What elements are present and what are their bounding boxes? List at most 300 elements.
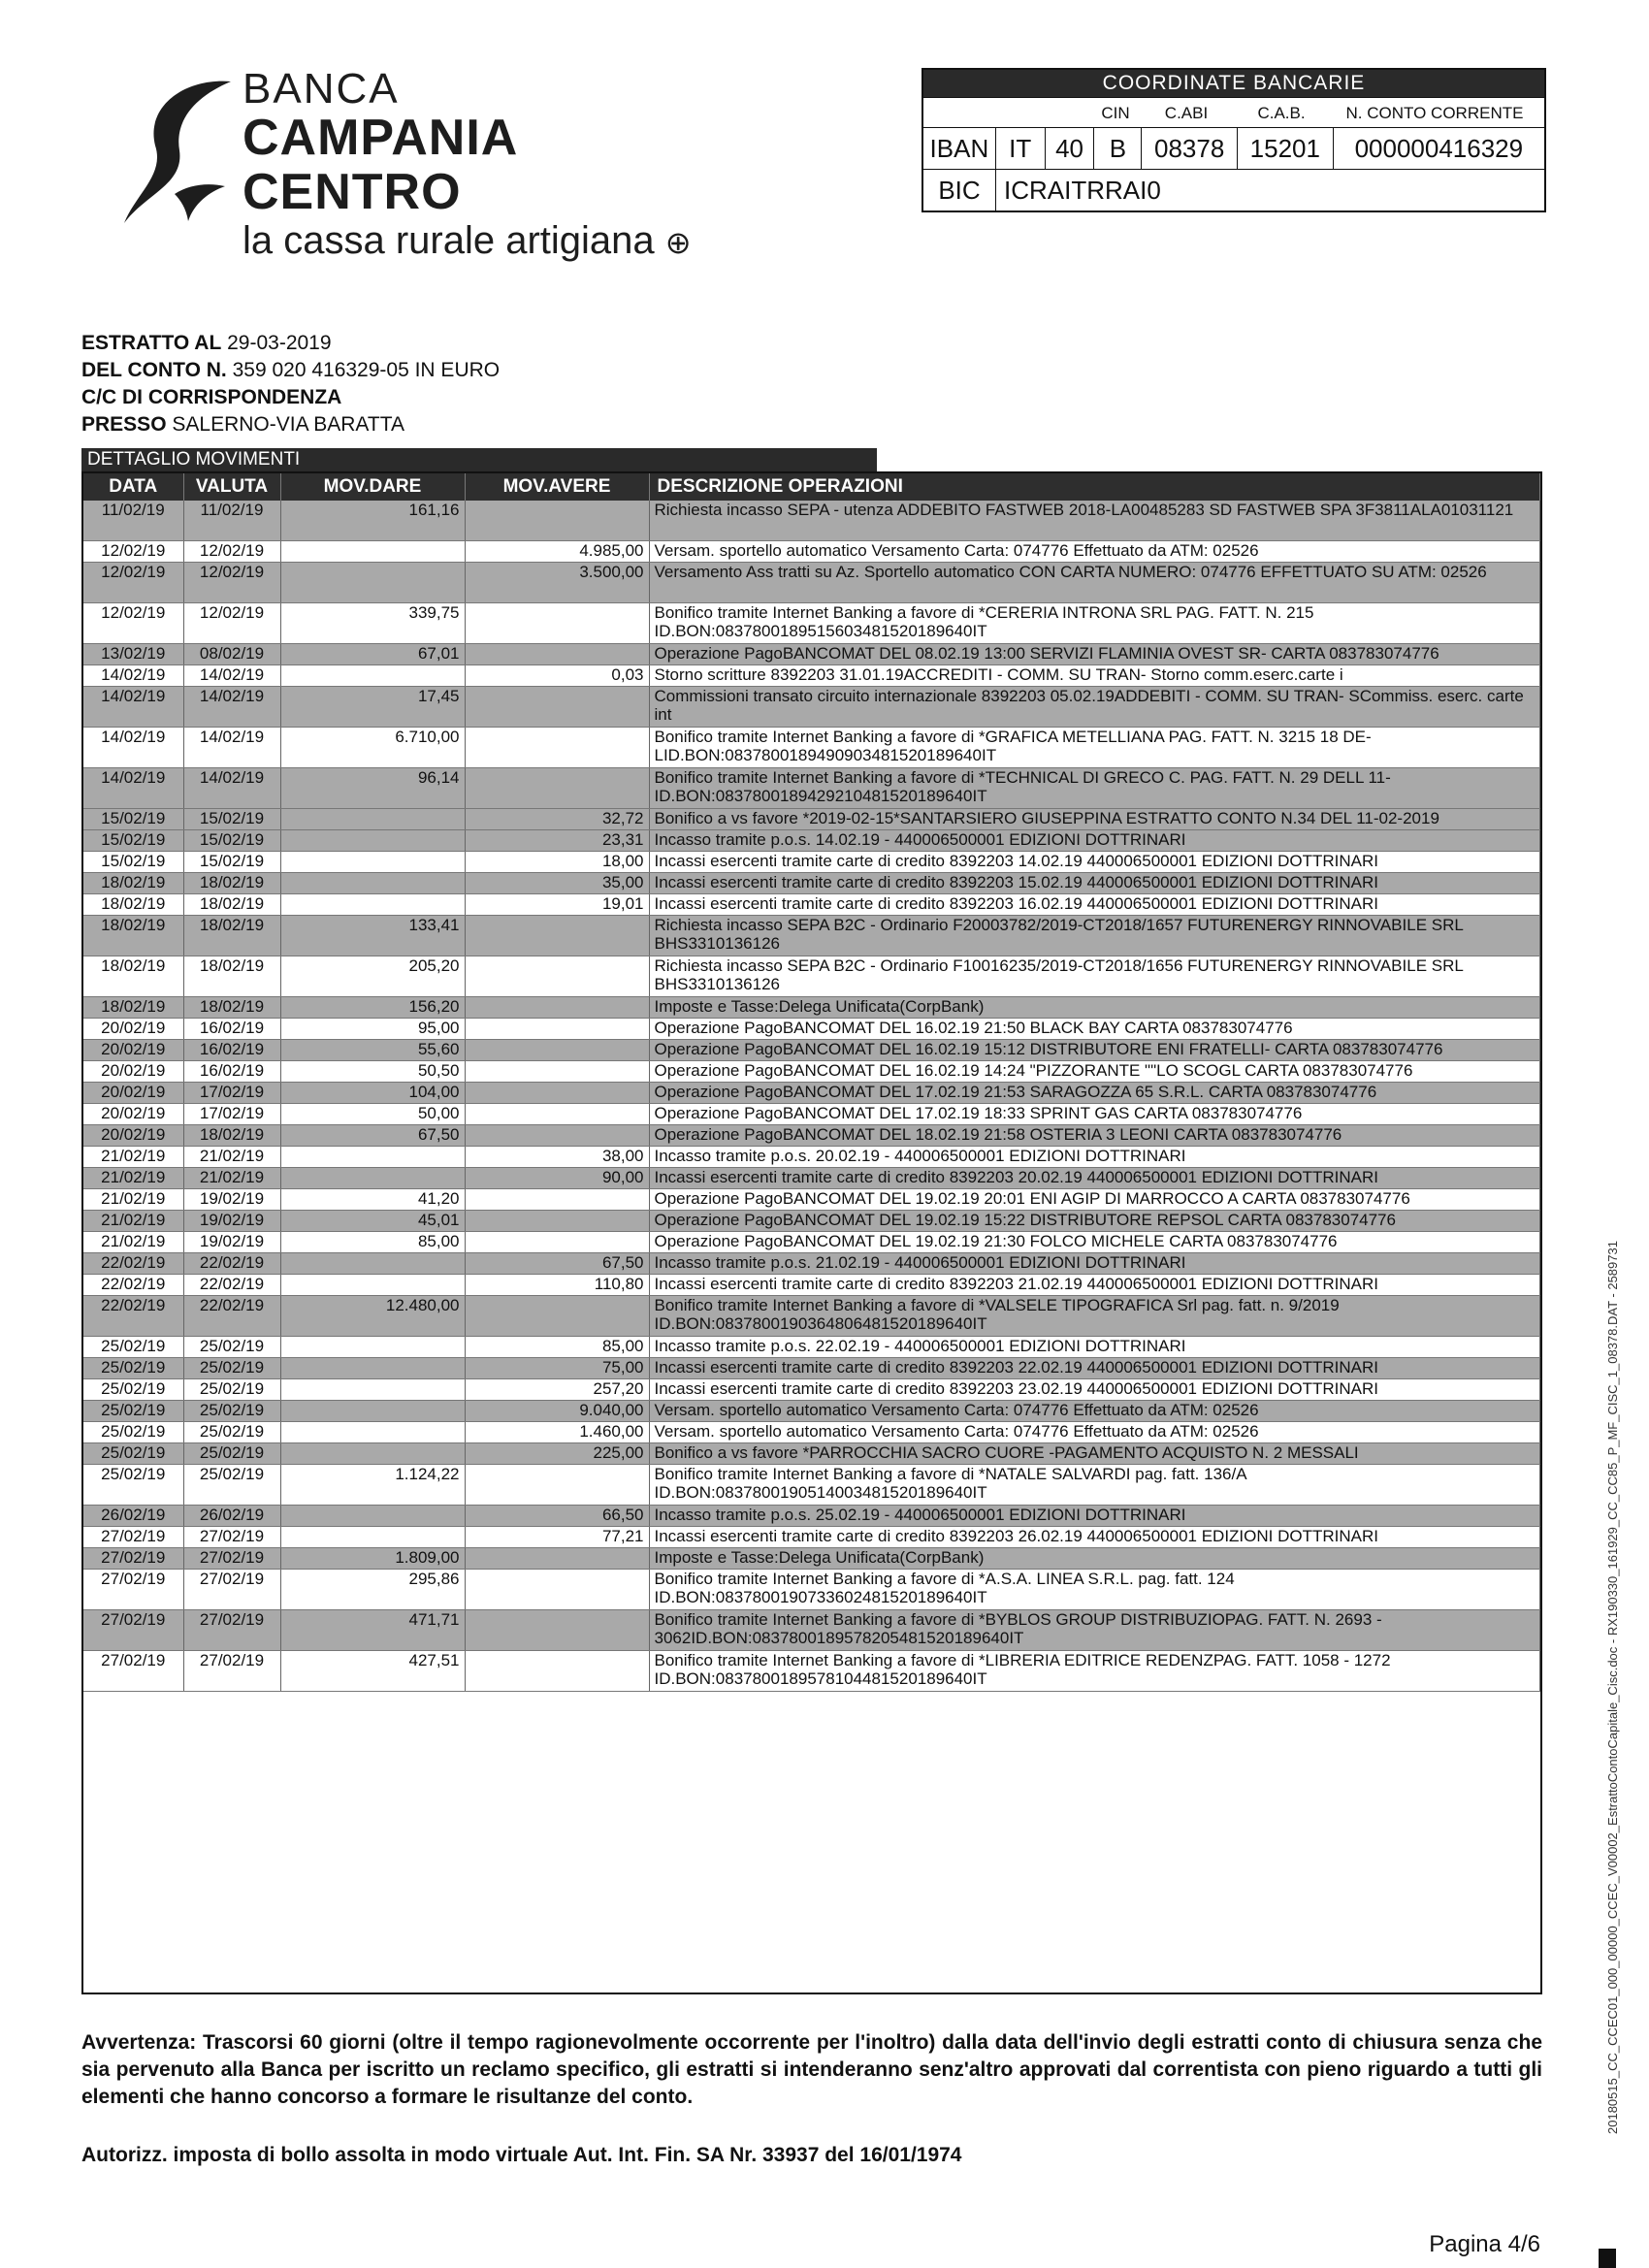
movement-value-date: 08/02/19 — [183, 644, 280, 665]
movement-date: 21/02/19 — [83, 1189, 183, 1211]
movement-debit: 41,20 — [280, 1189, 465, 1211]
logo-cross-icon: ⊕ — [664, 225, 692, 260]
movement-date: 18/02/19 — [83, 956, 183, 997]
bic-row — [923, 169, 1544, 211]
movement-debit: 67,01 — [280, 644, 465, 665]
movement-description: Bonifico tramite Internet Banking a favore di *TECHNICAL DI GRECO C. PAG. FATT. N. 29 DELL 11-ID.BON:0837800189429210481520189640IT — [649, 768, 1540, 809]
bic-value: ICRAITRRAI0 — [1004, 176, 1161, 205]
movement-value-date: 21/02/19 — [183, 1168, 280, 1189]
movement-description: Incasso tramite p.o.s. 20.02.19 - 440006500001 EDIZIONI DOTTRINARI — [649, 1147, 1540, 1168]
movement-debit — [280, 1337, 465, 1358]
movement-value-date: 14/02/19 — [183, 687, 280, 728]
movement-credit: 0,03 — [465, 665, 649, 687]
movement-value-date: 21/02/19 — [183, 1147, 280, 1168]
bank-swoosh-icon — [116, 68, 252, 233]
movement-date: 25/02/19 — [83, 1379, 183, 1401]
movement-debit — [280, 563, 465, 603]
col-valuta: VALUTA — [183, 473, 280, 501]
movement-value-date: 14/02/19 — [183, 665, 280, 687]
movement-row — [83, 1147, 1540, 1168]
movement-debit — [280, 1147, 465, 1168]
movement-debit: 85,00 — [280, 1232, 465, 1253]
movement-debit: 339,75 — [280, 603, 465, 644]
header-abi: C.ABI — [1164, 104, 1209, 122]
movement-date: 12/02/19 — [83, 563, 183, 603]
movement-row — [83, 1358, 1540, 1379]
movement-debit: 55,60 — [280, 1040, 465, 1061]
movement-description: Operazione PagoBANCOMAT DEL 16.02.19 15:12 DISTRIBUTORE ENI FRATELLI- CARTA 083783074776 — [649, 1040, 1540, 1061]
movement-debit: 50,50 — [280, 1061, 465, 1083]
movement-value-date: 14/02/19 — [183, 728, 280, 768]
movement-row — [83, 1168, 1540, 1189]
movement-debit: 6.710,00 — [280, 728, 465, 768]
movement-value-date: 25/02/19 — [183, 1443, 280, 1465]
movement-description: Versamento Ass tratti su Az. Sportello automatico CON CARTA NUMERO: 074776 EFFETTUATO SU ATM: 02526 — [649, 563, 1540, 603]
movement-debit — [280, 1168, 465, 1189]
movement-description: Incassi esercenti tramite carte di credito 8392203 20.02.19 440006500001 EDIZIONI DOTTRINARI — [649, 1168, 1540, 1189]
movement-description: Richiesta incasso SEPA B2C - Ordinario F10016235/2019-CT2018/1656 FUTURENERGY RINNOVABILE SRL BHS3310136126 — [649, 956, 1540, 997]
movement-row — [83, 1379, 1540, 1401]
movement-description: Bonifico tramite Internet Banking a favore di *A.S.A. LINEA S.R.L. pag. fatt. 124 ID.BON:0837800190733602481520189640IT — [649, 1570, 1540, 1610]
movement-row — [83, 768, 1540, 809]
col-mov-dare: MOV.DARE — [280, 473, 465, 501]
movement-description: Bonifico tramite Internet Banking a favore di *BYBLOS GROUP DISTRIBUZIOPAG. FATT. N. 2693 - 3062ID.BON:0837800189578205481520189640IT — [649, 1610, 1540, 1651]
movement-description: Incassi esercenti tramite carte di credito 8392203 22.02.19 440006500001 EDIZIONI DOTTRINARI — [649, 1358, 1540, 1379]
movement-credit — [465, 956, 649, 997]
cc-label: C/C DI CORRISPONDENZA — [81, 386, 342, 408]
movement-debit — [280, 894, 465, 916]
movement-debit: 50,00 — [280, 1104, 465, 1125]
movement-row — [83, 501, 1540, 541]
movement-description: Operazione PagoBANCOMAT DEL 16.02.19 21:50 BLACK BAY CARTA 083783074776 — [649, 1019, 1540, 1040]
movement-date: 14/02/19 — [83, 768, 183, 809]
movement-credit — [465, 1061, 649, 1083]
movement-credit: 38,00 — [465, 1147, 649, 1168]
movement-row — [83, 894, 1540, 916]
movement-credit: 3.500,00 — [465, 563, 649, 603]
iban-country: IT — [996, 128, 1046, 169]
movement-description: Storno scritture 8392203 31.01.19ACCREDITI - COMM. SU TRAN- Storno comm.eserc.carte i — [649, 665, 1540, 687]
movement-value-date: 22/02/19 — [183, 1275, 280, 1296]
coordinates-header-spacer — [923, 98, 1092, 127]
movement-row — [83, 1527, 1540, 1548]
movement-debit — [280, 1422, 465, 1443]
movement-date: 18/02/19 — [83, 873, 183, 894]
movement-credit: 85,00 — [465, 1337, 649, 1358]
movement-description: Incassi esercenti tramite carte di credito 8392203 26.02.19 440006500001 EDIZIONI DOTTRINARI — [649, 1527, 1540, 1548]
movement-value-date: 18/02/19 — [183, 997, 280, 1019]
movement-credit: 1.460,00 — [465, 1422, 649, 1443]
movement-description: Operazione PagoBANCOMAT DEL 19.02.19 20:01 ENI AGIP DI MARROCCO A CARTA 083783074776 — [649, 1189, 1540, 1211]
warning-text: Avvertenza: Trascorsi 60 giorni (oltre il tempo ragionevolmente occorrente per l'inoltro) dalla data dell'invio degli estratti conto di chiusura senza che sia pervenuto alla Banca per iscritto un reclamo specifico, gli estratti si intenderanno senz'altro approvati dal correntista con pieno riguardo a tutti gli elementi che hanno concorso a formare le risultanze del conto. — [81, 2031, 1542, 2108]
movement-date: 25/02/19 — [83, 1337, 183, 1358]
movement-value-date: 18/02/19 — [183, 956, 280, 997]
movement-description: Incasso tramite p.o.s. 25.02.19 - 440006500001 EDIZIONI DOTTRINARI — [649, 1506, 1540, 1527]
movement-date: 27/02/19 — [83, 1548, 183, 1570]
logo-line-campania-centro: CAMPANIA CENTRO — [242, 110, 517, 220]
movement-debit: 17,45 — [280, 687, 465, 728]
col-descrizione: DESCRIZIONE OPERAZIONI — [649, 473, 1540, 501]
movement-row — [83, 603, 1540, 644]
movement-value-date: 25/02/19 — [183, 1337, 280, 1358]
movement-description: Imposte e Tasse:Delega Unificata(CorpBank) — [649, 1548, 1540, 1570]
movement-date: 18/02/19 — [83, 894, 183, 916]
movement-row — [83, 1232, 1540, 1253]
logo-line-banca: BANCA — [242, 65, 400, 113]
movement-date: 22/02/19 — [83, 1296, 183, 1337]
movement-description: Incasso tramite p.o.s. 22.02.19 - 440006500001 EDIZIONI DOTTRINARI — [649, 1337, 1540, 1358]
movement-value-date: 25/02/19 — [183, 1379, 280, 1401]
movement-credit — [465, 687, 649, 728]
movement-row — [83, 956, 1540, 997]
movement-credit — [465, 644, 649, 665]
movement-date: 21/02/19 — [83, 1147, 183, 1168]
movement-row — [83, 1189, 1540, 1211]
movement-debit — [280, 1506, 465, 1527]
movement-debit — [280, 809, 465, 830]
movement-row — [83, 1443, 1540, 1465]
movement-description: Bonifico tramite Internet Banking a favore di *VALSELE TIPOGRAFICA Srl pag. fatt. n. 9/2019 ID.BON:0837800190364806481520189640IT — [649, 1296, 1540, 1337]
movement-debit — [280, 873, 465, 894]
movement-value-date: 15/02/19 — [183, 809, 280, 830]
movements-table-frame — [81, 471, 1542, 1994]
movement-description: Richiesta incasso SEPA - utenza ADDEBITO FASTWEB 2018-LA00485283 SD FASTWEB SPA 3F3811ALA01031121 — [649, 501, 1540, 541]
movement-date: 18/02/19 — [83, 916, 183, 956]
bic-label: BIC — [923, 170, 996, 211]
movement-debit — [280, 541, 465, 563]
movement-row — [83, 1125, 1540, 1147]
movement-date: 25/02/19 — [83, 1465, 183, 1506]
movement-date: 27/02/19 — [83, 1610, 183, 1651]
movement-description: Operazione PagoBANCOMAT DEL 08.02.19 13:00 SERVIZI FLAMINIA OVEST SR- CARTA 083783074776 — [649, 644, 1540, 665]
movement-credit — [465, 1083, 649, 1104]
movement-value-date: 16/02/19 — [183, 1061, 280, 1083]
movement-credit — [465, 1610, 649, 1651]
movement-description: Incasso tramite p.o.s. 14.02.19 - 440006500001 EDIZIONI DOTTRINARI — [649, 830, 1540, 852]
movement-row — [83, 1337, 1540, 1358]
movement-credit — [465, 501, 649, 541]
movement-credit — [465, 1465, 649, 1506]
movement-debit: 12.480,00 — [280, 1296, 465, 1337]
movement-row — [83, 997, 1540, 1019]
movement-value-date: 16/02/19 — [183, 1019, 280, 1040]
movement-date: 15/02/19 — [83, 830, 183, 852]
movement-date: 27/02/19 — [83, 1651, 183, 1692]
movement-row — [83, 809, 1540, 830]
branch-line — [81, 411, 500, 438]
movement-date: 21/02/19 — [83, 1211, 183, 1232]
movement-credit: 77,21 — [465, 1527, 649, 1548]
movement-credit — [465, 1019, 649, 1040]
statement-header — [81, 330, 500, 438]
movement-row — [83, 1019, 1540, 1040]
movement-value-date: 27/02/19 — [183, 1610, 280, 1651]
movement-row — [83, 1651, 1540, 1692]
movement-date: 22/02/19 — [83, 1253, 183, 1275]
movement-description: Bonifico tramite Internet Banking a favore di *CERERIA INTRONA SRL PAG. FATT. N. 215 ID.BON:0837800189515603481520189640IT — [649, 603, 1540, 644]
movement-description: Versam. sportello automatico Versamento Carta: 074776 Effettuato da ATM: 02526 — [649, 541, 1540, 563]
movement-debit: 104,00 — [280, 1083, 465, 1104]
movement-value-date: 12/02/19 — [183, 563, 280, 603]
movement-date: 18/02/19 — [83, 997, 183, 1019]
col-mov-avere: MOV.AVERE — [465, 473, 649, 501]
movement-value-date: 22/02/19 — [183, 1296, 280, 1337]
movement-date: 27/02/19 — [83, 1527, 183, 1548]
movement-date: 20/02/19 — [83, 1061, 183, 1083]
movement-credit: 110,80 — [465, 1275, 649, 1296]
logo-tagline — [242, 219, 737, 264]
stamp-duty-text: Autorizz. imposta di bollo assolta in modo virtuale Aut. Int. Fin. SA Nr. 33937 del 16/01/1974 — [81, 2144, 962, 2166]
movement-date: 20/02/19 — [83, 1040, 183, 1061]
movement-row — [83, 728, 1540, 768]
logo-tagline-text: la cassa rurale artigiana — [242, 219, 655, 262]
movement-date: 22/02/19 — [83, 1275, 183, 1296]
movement-value-date: 12/02/19 — [183, 541, 280, 563]
movement-date: 20/02/19 — [83, 1125, 183, 1147]
bank-coordinates-box — [922, 68, 1546, 212]
header-account: N. CONTO CORRENTE — [1345, 104, 1524, 122]
iban-label: IBAN — [923, 128, 996, 169]
movement-description: Versam. sportello automatico Versamento Carta: 074776 Effettuato da ATM: 02526 — [649, 1422, 1540, 1443]
movement-credit: 23,31 — [465, 830, 649, 852]
movement-value-date: 19/02/19 — [183, 1189, 280, 1211]
movement-date: 21/02/19 — [83, 1168, 183, 1189]
movement-description: Richiesta incasso SEPA B2C - Ordinario F20003782/2019-CT2018/1657 FUTURENERGY RINNOVABILE SRL BHS3310136126 — [649, 916, 1540, 956]
movement-row — [83, 644, 1540, 665]
movement-value-date: 11/02/19 — [183, 501, 280, 541]
movement-date: 14/02/19 — [83, 728, 183, 768]
movement-debit — [280, 1253, 465, 1275]
movement-description: Operazione PagoBANCOMAT DEL 19.02.19 21:30 FOLCO MICHELE CARTA 083783074776 — [649, 1232, 1540, 1253]
movement-description: Bonifico a vs favore *PARROCCHIA SACRO CUORE -PAGAMENTO ACQUISTO N. 2 MESSALI — [649, 1443, 1540, 1465]
header-cab: C.A.B. — [1257, 104, 1306, 122]
movement-value-date: 15/02/19 — [183, 852, 280, 873]
movement-debit: 96,14 — [280, 768, 465, 809]
movement-credit — [465, 916, 649, 956]
movement-value-date: 18/02/19 — [183, 916, 280, 956]
movement-debit: 67,50 — [280, 1125, 465, 1147]
movement-value-date: 27/02/19 — [183, 1548, 280, 1570]
movement-row — [83, 1506, 1540, 1527]
movement-debit — [280, 1358, 465, 1379]
movement-credit: 32,72 — [465, 809, 649, 830]
movement-debit: 471,71 — [280, 1610, 465, 1651]
movement-row — [83, 1211, 1540, 1232]
scan-mark — [1599, 2249, 1616, 2268]
movement-value-date: 22/02/19 — [183, 1253, 280, 1275]
movement-debit — [280, 1527, 465, 1548]
movement-row — [83, 563, 1540, 603]
movement-debit: 1.124,22 — [280, 1465, 465, 1506]
iban-row — [923, 127, 1544, 169]
movement-value-date: 19/02/19 — [183, 1232, 280, 1253]
movements-table — [83, 473, 1540, 1692]
movement-value-date: 12/02/19 — [183, 603, 280, 644]
movement-value-date: 27/02/19 — [183, 1570, 280, 1610]
movement-row — [83, 830, 1540, 852]
movement-debit — [280, 1401, 465, 1422]
movement-debit — [280, 665, 465, 687]
movement-date: 13/02/19 — [83, 644, 183, 665]
movement-debit — [280, 852, 465, 873]
movement-value-date: 16/02/19 — [183, 1040, 280, 1061]
movement-date: 25/02/19 — [83, 1443, 183, 1465]
account-number: 359 020 416329-05 IN EURO — [232, 359, 501, 381]
movement-row — [83, 665, 1540, 687]
movement-debit: 95,00 — [280, 1019, 465, 1040]
movement-debit: 45,01 — [280, 1211, 465, 1232]
movement-credit — [465, 1040, 649, 1061]
movement-credit — [465, 768, 649, 809]
movement-description: Incassi esercenti tramite carte di credito 8392203 23.02.19 440006500001 EDIZIONI DOTTRINARI — [649, 1379, 1540, 1401]
movement-row — [83, 1083, 1540, 1104]
movement-description: Incassi esercenti tramite carte di credito 8392203 16.02.19 440006500001 EDIZIONI DOTTRINARI — [649, 894, 1540, 916]
movement-date: 14/02/19 — [83, 665, 183, 687]
movement-value-date: 25/02/19 — [183, 1422, 280, 1443]
movement-description: Versam. sportello automatico Versamento Carta: 074776 Effettuato da ATM: 02526 — [649, 1401, 1540, 1422]
movement-row — [83, 1401, 1540, 1422]
movement-value-date: 18/02/19 — [183, 894, 280, 916]
movement-row — [83, 687, 1540, 728]
movement-debit — [280, 1275, 465, 1296]
movement-description: Bonifico a vs favore *2019-02-15*SANTARSIERO GIUSEPPINA ESTRATTO CONTO N.34 DEL 11-02-2019 — [649, 809, 1540, 830]
movement-credit — [465, 997, 649, 1019]
movement-row — [83, 1422, 1540, 1443]
header-cin: CIN — [1101, 104, 1130, 122]
movement-description: Operazione PagoBANCOMAT DEL 18.02.19 21:58 OSTERIA 3 LEONI CARTA 083783074776 — [649, 1125, 1540, 1147]
movement-credit — [465, 603, 649, 644]
movement-credit — [465, 1570, 649, 1610]
movement-value-date: 18/02/19 — [183, 873, 280, 894]
movement-debit: 205,20 — [280, 956, 465, 997]
movement-row — [83, 1104, 1540, 1125]
account-number-label: DEL CONTO N. — [81, 359, 227, 381]
movement-credit — [465, 1189, 649, 1211]
movement-credit: 257,20 — [465, 1379, 649, 1401]
statement-date: 29-03-2019 — [227, 332, 332, 354]
bank-logo — [116, 65, 737, 262]
movement-credit — [465, 1125, 649, 1147]
movement-date: 27/02/19 — [83, 1570, 183, 1610]
movement-credit: 35,00 — [465, 873, 649, 894]
movement-value-date: 26/02/19 — [183, 1506, 280, 1527]
movement-description: Operazione PagoBANCOMAT DEL 16.02.19 14:24 "PIZZORANTE ""LO SCOGL CARTA 083783074776 — [649, 1061, 1540, 1083]
movement-debit: 161,16 — [280, 501, 465, 541]
movement-row — [83, 1610, 1540, 1651]
movement-debit — [280, 830, 465, 852]
iban-cin: B — [1094, 128, 1142, 169]
movement-credit: 18,00 — [465, 852, 649, 873]
movement-value-date: 25/02/19 — [183, 1465, 280, 1506]
movement-credit — [465, 1104, 649, 1125]
movement-row — [83, 916, 1540, 956]
movement-row — [83, 1040, 1540, 1061]
movement-debit — [280, 1379, 465, 1401]
movement-row — [83, 1570, 1540, 1610]
movement-date: 25/02/19 — [83, 1358, 183, 1379]
movement-description: Bonifico tramite Internet Banking a favore di *LIBRERIA EDITRICE REDENZPAG. FATT. 1058 - 1272 ID.BON:0837800189578104481520189640IT — [649, 1651, 1540, 1692]
movement-date: 20/02/19 — [83, 1019, 183, 1040]
statement-date-label: ESTRATTO AL — [81, 332, 222, 354]
movements-body — [83, 501, 1540, 1692]
movement-date: 25/02/19 — [83, 1401, 183, 1422]
movement-row — [83, 873, 1540, 894]
movement-value-date: 27/02/19 — [183, 1527, 280, 1548]
movement-description: Bonifico tramite Internet Banking a favore di *NATALE SALVARDI pag. fatt. 136/A ID.BON:0837800190514003481520189640IT — [649, 1465, 1540, 1506]
statement-date-line — [81, 330, 500, 357]
coordinates-header-row — [923, 97, 1544, 127]
movement-row — [83, 1061, 1540, 1083]
movement-value-date: 25/02/19 — [183, 1401, 280, 1422]
movement-credit: 66,50 — [465, 1506, 649, 1527]
movement-value-date: 27/02/19 — [183, 1651, 280, 1692]
movement-date: 21/02/19 — [83, 1232, 183, 1253]
movement-value-date: 18/02/19 — [183, 1125, 280, 1147]
coordinates-title: COORDINATE BANCARIE — [923, 70, 1544, 97]
movement-description: Operazione PagoBANCOMAT DEL 19.02.19 15:22 DISTRIBUTORE REPSOL CARTA 083783074776 — [649, 1211, 1540, 1232]
movement-credit — [465, 1232, 649, 1253]
movement-date: 12/02/19 — [83, 603, 183, 644]
movement-row — [83, 1253, 1540, 1275]
movement-credit — [465, 1211, 649, 1232]
movement-credit: 90,00 — [465, 1168, 649, 1189]
movement-row — [83, 852, 1540, 873]
movement-debit: 156,20 — [280, 997, 465, 1019]
movement-credit: 225,00 — [465, 1443, 649, 1465]
movement-credit: 19,01 — [465, 894, 649, 916]
movement-description: Operazione PagoBANCOMAT DEL 17.02.19 21:53 SARAGOZZA 65 S.R.L. CARTA 083783074776 — [649, 1083, 1540, 1104]
movement-debit: 1.809,00 — [280, 1548, 465, 1570]
cc-line — [81, 384, 500, 411]
movement-description: Imposte e Tasse:Delega Unificata(CorpBank) — [649, 997, 1540, 1019]
movement-credit — [465, 1651, 649, 1692]
movement-date: 15/02/19 — [83, 809, 183, 830]
document-side-code: 20180515_CC_CCEC01_000_00000_CCEC_V00002_EstrattoContoCapitale_Cisc.doc - RX190330_161929_CC_CC85_P_MF_CISC_1_08378.DAT - 2589731 — [1605, 1241, 1620, 2134]
movement-description: Incasso tramite p.o.s. 21.02.19 - 440006500001 EDIZIONI DOTTRINARI — [649, 1253, 1540, 1275]
movement-description: Incassi esercenti tramite carte di credito 8392203 14.02.19 440006500001 EDIZIONI DOTTRINARI — [649, 852, 1540, 873]
movement-date: 14/02/19 — [83, 687, 183, 728]
movement-credit — [465, 728, 649, 768]
movement-credit: 67,50 — [465, 1253, 649, 1275]
movement-description: Commissioni transato circuito internazionale 8392203 05.02.19ADDEBITI - COMM. SU TRAN- SCommiss. eserc. carte int — [649, 687, 1540, 728]
movement-value-date: 17/02/19 — [183, 1104, 280, 1125]
iban-abi: 08378 — [1142, 128, 1238, 169]
movement-value-date: 25/02/19 — [183, 1358, 280, 1379]
movement-description: Bonifico tramite Internet Banking a favore di *GRAFICA METELLIANA PAG. FATT. N. 3215 18 DE-LID.BON:0837800189490903481520189640IT — [649, 728, 1540, 768]
movement-row — [83, 1296, 1540, 1337]
movement-debit: 295,86 — [280, 1570, 465, 1610]
movement-credit: 9.040,00 — [465, 1401, 649, 1422]
movement-description: Incassi esercenti tramite carte di credito 8392203 21.02.19 440006500001 EDIZIONI DOTTRINARI — [649, 1275, 1540, 1296]
movement-date: 20/02/19 — [83, 1083, 183, 1104]
movement-credit: 4.985,00 — [465, 541, 649, 563]
account-number-line — [81, 357, 500, 384]
movement-credit: 75,00 — [465, 1358, 649, 1379]
movement-debit: 133,41 — [280, 916, 465, 956]
movement-row — [83, 1465, 1540, 1506]
iban-cab: 15201 — [1238, 128, 1334, 169]
movement-date: 15/02/19 — [83, 852, 183, 873]
iban-check: 40 — [1046, 128, 1095, 169]
movement-debit — [280, 1443, 465, 1465]
movement-description: Incassi esercenti tramite carte di credito 8392203 15.02.19 440006500001 EDIZIONI DOTTRINARI — [649, 873, 1540, 894]
movement-date: 26/02/19 — [83, 1506, 183, 1527]
movement-row — [83, 1548, 1540, 1570]
movement-description: Operazione PagoBANCOMAT DEL 17.02.19 18:33 SPRINT GAS CARTA 083783074776 — [649, 1104, 1540, 1125]
page-number: Pagina 4/6 — [1429, 2231, 1540, 2257]
movement-credit — [465, 1296, 649, 1337]
branch-label: PRESSO — [81, 413, 167, 436]
